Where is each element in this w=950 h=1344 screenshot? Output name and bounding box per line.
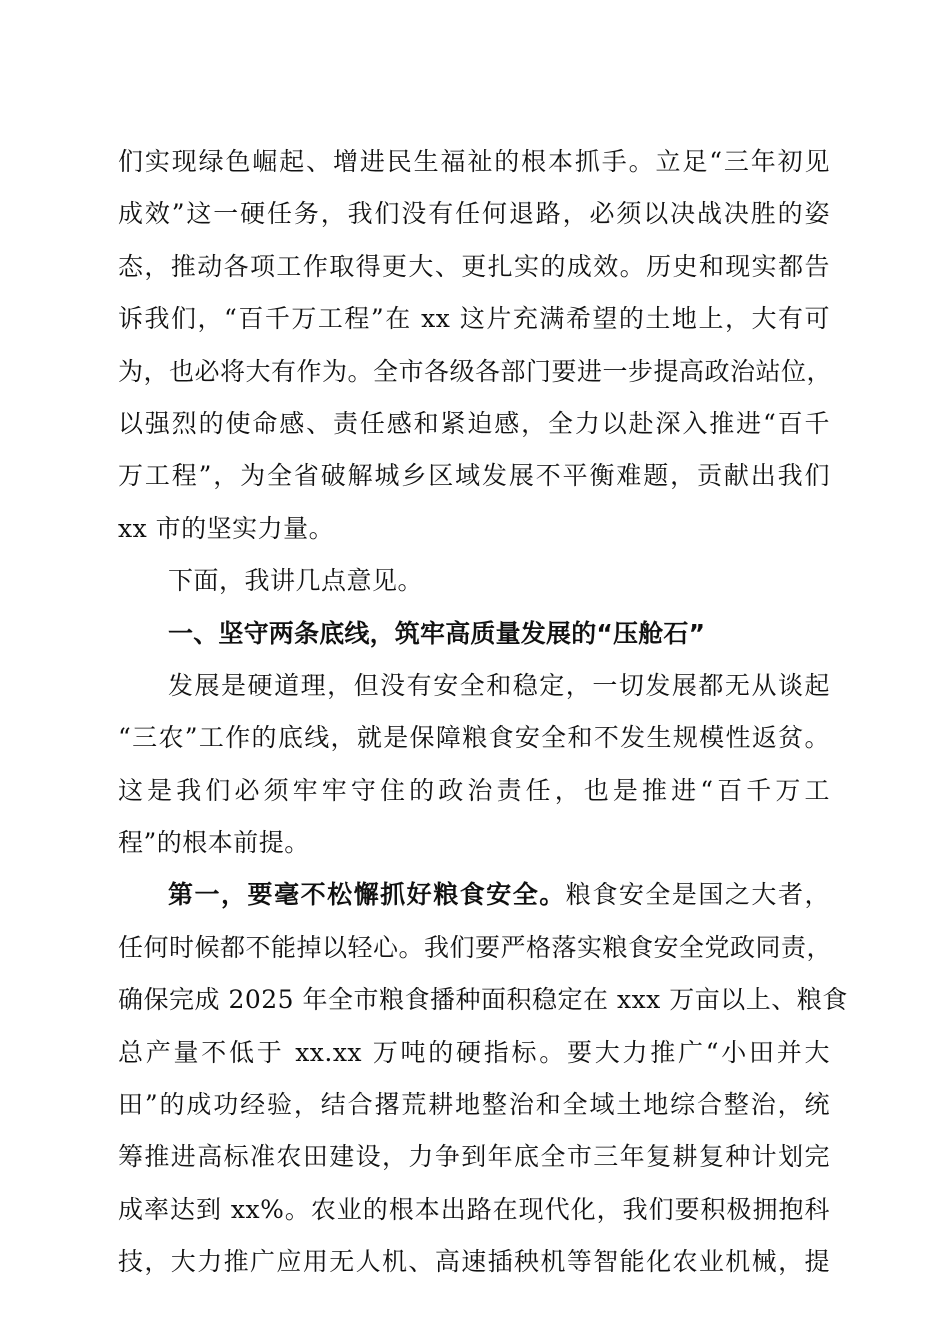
- text-line: 程”的根本前提。: [118, 828, 310, 858]
- text-line: 们实现绿色崛起、增进民生福祉的根本抓手。立足“三年初见: [118, 147, 830, 176]
- text-line-lead: [118, 869, 830, 921]
- text-line: 任何时候都不能掉以轻心。我们要严格落实粮食安全党政同责，: [118, 932, 833, 962]
- text-line: 为，也必将大有作为。全市各级各部门要进一步提高政治站位，: [118, 356, 833, 386]
- text-line: 成效”这一硬任务，我们没有任何退路，必须以决战决胜的姿: [118, 199, 830, 229]
- text-line: “三农”工作的底线，就是保障粮食安全和不发生规模性返贫。: [118, 723, 830, 753]
- text-line: 筹推进高标准农田建设，力争到年底全市三年复耕复种计划完: [118, 1142, 830, 1172]
- paragraph-intro: [118, 136, 833, 555]
- text-line: 发展是硬道理，但没有安全和稳定，一切发展都无从谈起: [168, 670, 830, 700]
- text-line: 田”的成功经验，结合撂荒耕地整治和全域土地综合整治，统: [118, 1090, 830, 1120]
- paragraph-grain-security: [118, 869, 848, 1288]
- paragraph-baseline: [118, 660, 830, 870]
- subheading-bold: 第一，要毫不松懈抓好粮食安全。: [168, 880, 566, 910]
- text-line: 万工程”，为全省破解城乡区域发展不平衡难题，贡献出我们: [118, 461, 830, 491]
- text-line: 诉我们，“百千万工程”在 xx 这片充满希望的土地上，大有可: [118, 304, 830, 334]
- document-body: [118, 136, 848, 1289]
- text-line: 以强烈的使命感、责任感和紧迫感，全力以赴深入推进“百千: [118, 408, 830, 438]
- text-line: xx 市的坚实力量。: [118, 513, 335, 543]
- lead-rest: 粮食安全是国之大者，: [565, 880, 830, 910]
- text-line: 这是我们必须牢牢守住的政治责任，也是推进“百千万工: [118, 775, 830, 805]
- paragraph-transition: 下面，我讲几点意见。: [168, 566, 424, 596]
- text-line: 确保完成 2025 年全市粮食播种面积稳定在 xxx 万亩以上、粮食: [118, 985, 848, 1015]
- text-line: 技，大力推广应用无人机、高速插秧机等智能化农业机械，提: [118, 1247, 830, 1277]
- text-line: 总产量不低于 xx.xx 万吨的硬指标。要大力推广“小田并大: [118, 1037, 830, 1067]
- text-line: 态，推动各项工作取得更大、更扎实的成效。历史和现实都告: [118, 251, 830, 281]
- text-line: 成率达到 xx%。农业的根本出路在现代化，我们要积极拥抱科: [118, 1194, 830, 1224]
- section-heading: 一、坚守两条底线，筑牢高质量发展的“压舱石”: [168, 618, 706, 648]
